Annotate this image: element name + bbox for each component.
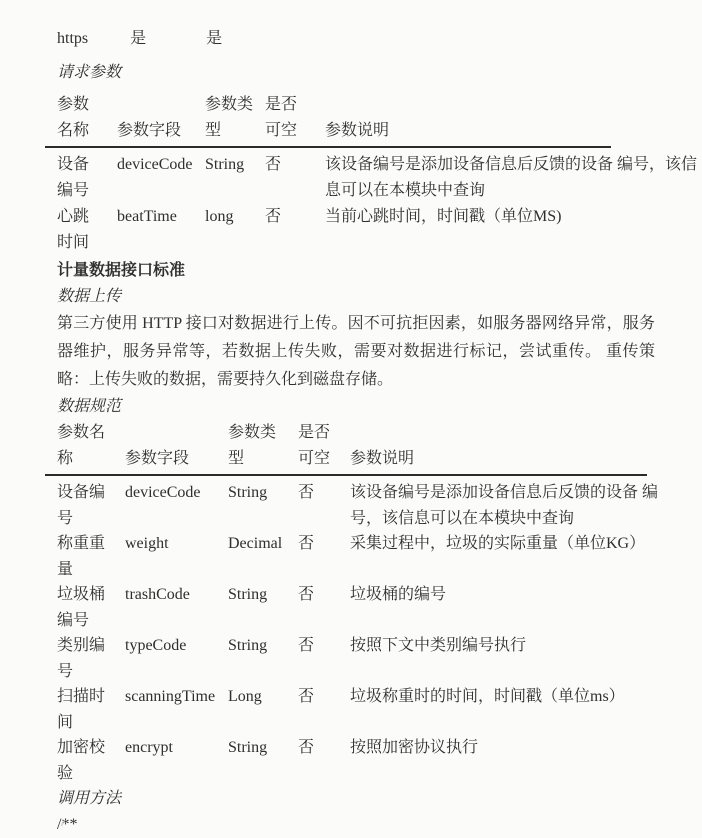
invoke-method-heading: 调用方法: [57, 790, 122, 807]
header-param-field: 参数字段: [117, 122, 182, 139]
row-param-desc: 按照加密协议执行: [350, 739, 479, 756]
row-param-field: scanningTime: [125, 688, 216, 705]
table-row: [57, 152, 702, 204]
row-param-name: 加密校验: [57, 739, 106, 782]
row-nullable: 否: [265, 156, 282, 173]
table-row: [57, 684, 702, 735]
header-param-desc: 参数说明: [350, 450, 415, 467]
row-param-type: String: [205, 156, 245, 173]
protocol-row: [0, 26, 702, 52]
header-nullable: 是否可空: [265, 96, 298, 139]
protocol-flag-2: 是: [206, 30, 223, 47]
table-row: [57, 204, 702, 256]
row-param-field: beatTime: [117, 208, 177, 225]
row-nullable: 否: [298, 739, 315, 756]
row-param-desc: 当前心跳时间，时间戳（单位MS): [325, 208, 562, 225]
data-upload-heading: 数据上传: [57, 288, 122, 305]
row-param-field: deviceCode: [117, 156, 193, 173]
protocol-value: https: [57, 30, 89, 47]
row-param-type: String: [228, 637, 268, 654]
spec-table-rows: [0, 476, 702, 786]
code-comment-open: /**: [57, 816, 78, 833]
row-param-field: encrypt: [125, 739, 173, 756]
metering-standard-heading: 计量数据接口标准: [57, 262, 186, 279]
data-spec-heading: 数据规范: [57, 398, 122, 415]
row-param-type: Decimal: [228, 535, 283, 552]
row-param-field: weight: [125, 535, 169, 552]
row-nullable: 否: [298, 586, 315, 603]
row-param-desc: 该设备编号是添加设备信息后反馈的设备 编号，该信息可以在本模块中查询: [350, 484, 659, 527]
header-param-type: 参数类型: [205, 96, 254, 139]
row-param-desc: 按照下文中类别编号执行: [350, 637, 527, 654]
row-param-name: 称重重量: [57, 535, 106, 578]
row-param-name: 设备编号: [57, 156, 90, 199]
row-param-name: 垃圾桶编号: [57, 586, 106, 629]
header-nullable: 是否可空: [298, 424, 331, 467]
row-param-name: 设备编号: [57, 484, 106, 527]
request-table-header: [57, 92, 702, 144]
header-param-name: 参数名称: [57, 96, 90, 139]
document-page: [0, 26, 702, 833]
header-param-name: 参数名称: [57, 424, 106, 467]
table-row: [57, 633, 702, 684]
row-param-name: 扫描时间: [57, 688, 106, 731]
row-param-type: String: [228, 739, 268, 756]
row-param-field: typeCode: [125, 637, 187, 654]
spec-table-header: [57, 420, 702, 472]
row-nullable: 否: [298, 484, 315, 501]
header-param-desc: 参数说明: [325, 122, 390, 139]
row-param-name: 心跳时间: [57, 208, 90, 251]
table-row: [57, 582, 702, 633]
row-param-type: String: [228, 586, 268, 603]
row-param-desc: 垃圾称重时的时间，时间戳（单位ms）: [350, 688, 625, 705]
protocol-flag-1: 是: [130, 30, 147, 47]
header-param-field: 参数字段: [125, 450, 190, 467]
row-param-desc: 该设备编号是添加设备信息后反馈的设备 编号，该信息可以在本模块中查询: [325, 156, 698, 199]
row-param-field: trashCode: [125, 586, 190, 603]
row-nullable: 否: [298, 637, 315, 654]
row-param-type: long: [205, 208, 234, 225]
row-param-type: Long: [228, 688, 262, 705]
row-nullable: 否: [298, 535, 315, 552]
row-param-desc: 垃圾桶的编号: [350, 586, 447, 603]
data-upload-paragraph: 第三方使用 HTTP 接口对数据进行上传。因不可抗拒因素，如服务器网络异常，服务器维护，服务异常等，若数据上传失败，需要对数据进行标记，尝试重传。 重传策略：上传失败的数据，需要持久化到磁盘存储。: [57, 315, 655, 388]
table-row: [57, 480, 702, 531]
row-nullable: 否: [265, 208, 282, 225]
table-row: [57, 735, 702, 786]
row-nullable: 否: [298, 688, 315, 705]
row-param-field: deviceCode: [125, 484, 201, 501]
request-table-rows: [0, 148, 702, 256]
table-row: [57, 531, 702, 582]
request-params-heading: 请求参数: [57, 64, 122, 81]
header-param-type: 参数类型: [228, 424, 277, 467]
row-param-desc: 采集过程中，垃圾的实际重量（单位KG）: [350, 535, 646, 552]
row-param-type: String: [228, 484, 268, 501]
row-param-name: 类别编号: [57, 637, 106, 680]
